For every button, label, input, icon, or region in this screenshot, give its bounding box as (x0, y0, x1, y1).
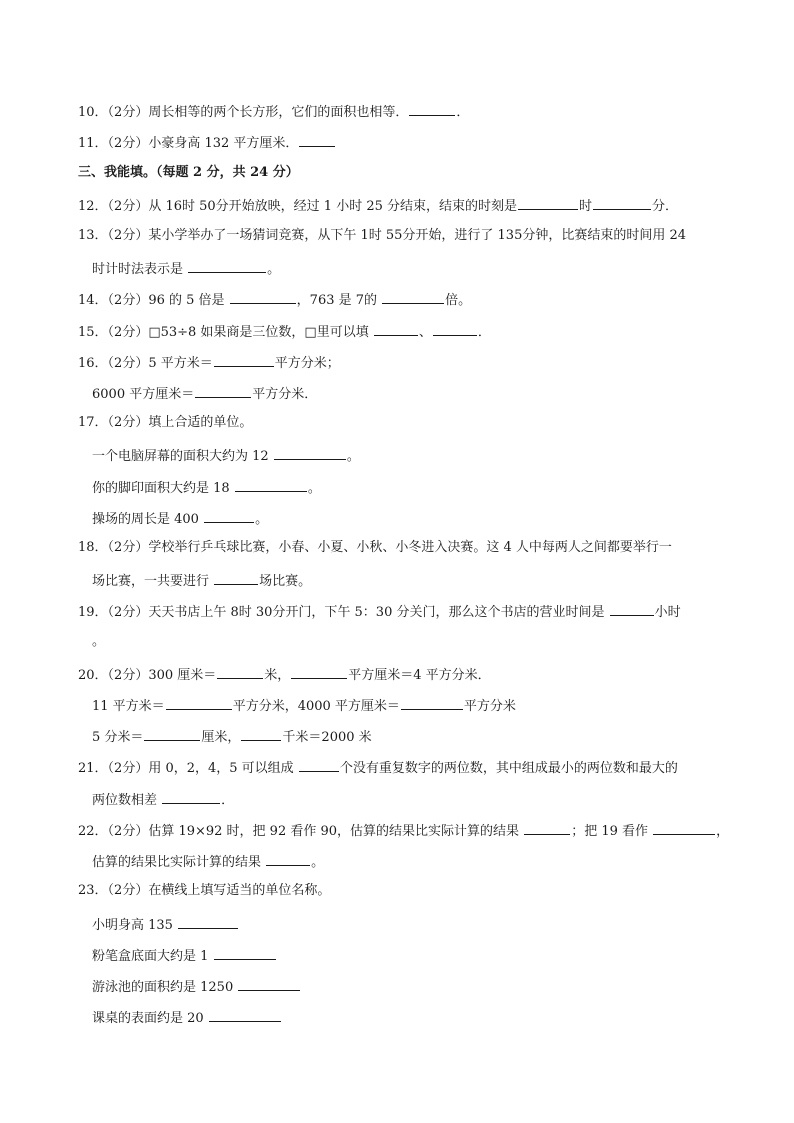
question-20-cont: 11 平方米＝ 平方分米，4000 平方厘米＝ 平方分米 (92, 695, 516, 716)
answer-blank[interactable] (238, 976, 300, 991)
answer-blank[interactable] (204, 508, 254, 523)
question-13: 13．（2分）某小学举办了一场猜词竞赛，从下午 1时 55分开始，进行了 135分钟，比赛结束的时间用 24 (78, 228, 687, 243)
question-23-item: 课桌的表面约是 20 (92, 1007, 282, 1028)
question-18-cont: 场比赛，一共要进行 场比赛。 (92, 570, 311, 591)
answer-blank[interactable] (433, 321, 477, 336)
answer-blank[interactable] (266, 851, 310, 866)
question-19-cont: 。 (92, 634, 106, 649)
question-17: 17．（2分）填上合适的单位。 (78, 415, 253, 430)
question-19: 19．（2分）天天书店上午 8时 30分开门，下午 5：30 分关门，那么这个书店的营业时间是 小时 (78, 601, 681, 622)
answer-blank[interactable] (274, 445, 346, 460)
question-17-item: 操场的周长是 400 。 (92, 508, 268, 529)
question-21: 21．（2分）用 0，2，4，5 可以组成 个没有重复数字的两位数，其中组成最小的两位数和最大的 (78, 757, 678, 778)
question-20-cont: 5 分米＝ 厘米， 千米＝2000 米 (92, 726, 372, 747)
answer-blank[interactable] (144, 726, 200, 741)
answer-blank[interactable] (409, 101, 455, 116)
answer-blank[interactable] (610, 601, 654, 616)
question-15: 15．（2分）□53÷8 如果商是三位数，□里可以填 、 ． (78, 321, 491, 342)
question-22: 22．（2分）估算 19×92 时，把 92 看作 90，估算的结果比实际计算的结果 ；把 19 看作 ， (78, 820, 729, 841)
question-11: 11．（2分）小豪身高 132 平方厘米． (78, 132, 336, 153)
question-23-item: 游泳池的面积约是 1250 (92, 976, 301, 997)
answer-blank[interactable] (162, 789, 220, 804)
answer-blank[interactable] (518, 195, 578, 210)
answer-blank[interactable] (195, 383, 251, 398)
answer-blank[interactable] (241, 726, 281, 741)
question-10: 10．（2分）周长相等的两个长方形，它们的面积也相等． ． (78, 101, 469, 122)
answer-blank[interactable] (188, 258, 266, 273)
answer-blank[interactable] (374, 321, 418, 336)
answer-blank[interactable] (299, 757, 339, 772)
question-22-cont: 估算的结果比实际计算的结果 。 (92, 851, 324, 872)
answer-blank[interactable] (166, 695, 232, 710)
question-18: 18．（2分）学校举行乒乓球比赛，小春、小夏、小秋、小冬进入决赛。这 4 人中每两人之间都要举行一 (78, 540, 672, 555)
answer-blank[interactable] (593, 195, 651, 210)
answer-blank[interactable] (235, 477, 307, 492)
question-14: 14．（2分）96 的 5 倍是 ，763 是 7的 倍。 (78, 289, 471, 310)
question-12: 12．（2分）从 16时 50分开始放映，经过 1 小时 25 分结束，结束的时刻是 时 分． (78, 195, 678, 216)
answer-blank[interactable] (209, 1007, 281, 1022)
question-21-cont: 两位数相差 ． (92, 789, 234, 810)
answer-blank[interactable] (214, 570, 258, 585)
answer-blank[interactable] (291, 664, 347, 679)
answer-blank[interactable] (653, 820, 715, 835)
question-23-item: 粉笔盒底面大约是 1 (92, 945, 277, 966)
answer-blank[interactable] (178, 914, 238, 929)
question-13-cont: 时计时法表示是 。 (92, 258, 280, 279)
question-16: 16．（2分）5 平方米＝ 平方分米； (78, 352, 340, 373)
question-23-item: 小明身高 135 (92, 914, 239, 935)
question-16-cont: 6000 平方厘米＝ 平方分米． (92, 383, 317, 404)
answer-blank[interactable] (401, 695, 463, 710)
answer-blank[interactable] (299, 132, 335, 147)
answer-blank[interactable] (214, 945, 276, 960)
answer-blank[interactable] (214, 352, 274, 367)
answer-blank[interactable] (524, 820, 570, 835)
question-23: 23．（2分）在横线上填写适当的单位名称。 (78, 883, 331, 898)
question-20: 20．（2分）300 厘米＝ 米， 平方厘米＝4 平方分米． (78, 664, 491, 685)
question-17-item: 你的脚印面积大约是 18 。 (92, 477, 321, 498)
section-heading: 三、我能填。（每题 2 分，共 24 分） (78, 165, 299, 180)
answer-blank[interactable] (230, 289, 296, 304)
answer-blank[interactable] (217, 664, 263, 679)
question-17-item: 一个电脑屏幕的面积大约为 12 。 (92, 445, 360, 466)
answer-blank[interactable] (382, 289, 444, 304)
